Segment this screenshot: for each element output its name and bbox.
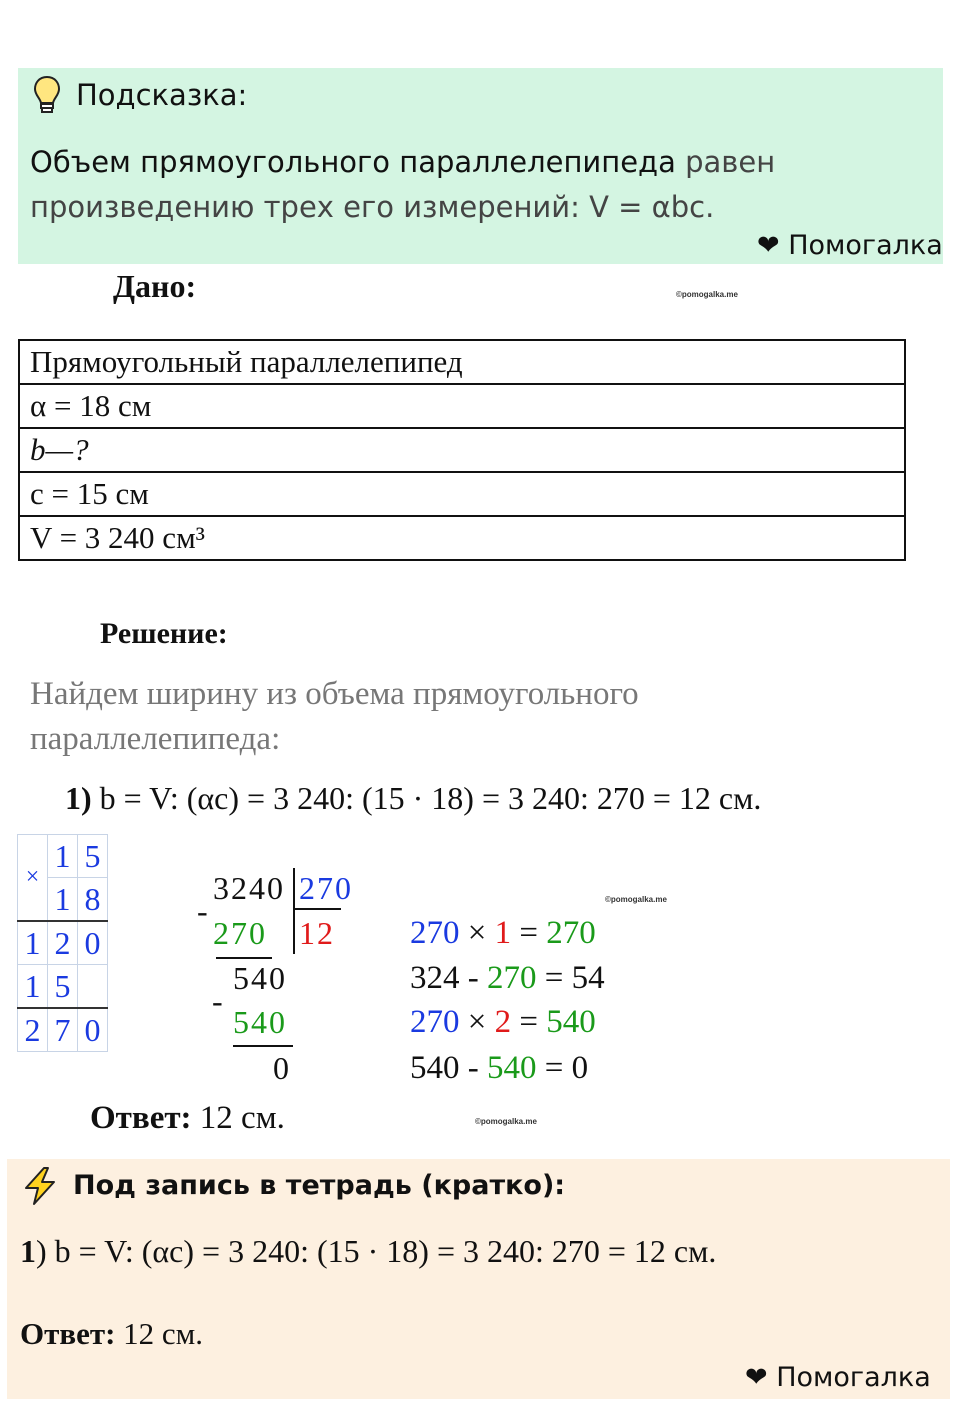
heart-icon: ❤ [745, 1362, 768, 1393]
mult-row [18, 921, 108, 965]
multiply-sign: × [18, 835, 48, 922]
hint-text-line2: произведению трех его измерений: V = αbc. [30, 190, 715, 224]
step-number: 1 [20, 1233, 36, 1269]
solution-intro-line1: Найдем ширину из объема прямоугольного [30, 676, 639, 712]
notebook-answer [20, 1316, 203, 1352]
remainder-final: 0 [273, 1050, 291, 1086]
hint-line1-rest: равен [675, 145, 776, 179]
given-cell: c = 15 см [19, 472, 905, 516]
mult-digit: 1 [18, 965, 48, 1009]
mult-digit: 1 [18, 921, 48, 965]
given-row [19, 516, 905, 560]
division-underline [233, 1045, 293, 1047]
answer-label: Ответ: [20, 1316, 116, 1351]
minus-sign: - [197, 893, 210, 929]
mult-digit: 5 [78, 835, 108, 878]
given-cell: Прямоугольный параллелепипед [19, 340, 905, 384]
watermark: ©pomogalka.me [676, 290, 738, 299]
watermark: ©pomogalka.me [475, 1117, 537, 1126]
mult-digit: 2 [48, 921, 78, 965]
lightbulb-icon [32, 75, 62, 115]
given-row [19, 428, 905, 472]
answer-label: Ответ: [90, 1100, 192, 1136]
mult-digit: 5 [48, 965, 78, 1009]
mult-digit: 1 [48, 878, 78, 922]
check-equation: 540 - 540 = 0 [410, 1050, 589, 1086]
answer-value: 12 см. [115, 1316, 204, 1351]
notebook-title: Под запись в тетрадь (кратко): [73, 1170, 566, 1201]
mult-digit: 0 [78, 921, 108, 965]
division-bar-horizontal [293, 908, 341, 910]
subtrahend-2: 540 [233, 1004, 287, 1040]
step-expression: ) b = V: (αc) = 3 240: (15 · 18) = 3 240: 270 = 12 см. [36, 1233, 717, 1269]
multiplication-grid [17, 834, 108, 1052]
hint-brand: ❤ Помогалка [757, 230, 943, 261]
division-bar-vertical [293, 868, 295, 954]
subtrahend-1: 270 [213, 915, 267, 951]
lightning-icon [20, 1166, 60, 1206]
answer [90, 1100, 285, 1137]
mult-row [18, 835, 108, 878]
mult-row [18, 1008, 108, 1052]
mult-digit: 2 [18, 1008, 48, 1052]
hint-title: Подсказка: [76, 78, 248, 112]
solution-intro-line2: параллелепипеда: [30, 721, 281, 757]
watermark: ©pomogalka.me [605, 895, 667, 904]
mult-digit: 7 [48, 1008, 78, 1052]
notebook-brand: ❤ Помогалка [745, 1362, 931, 1393]
step-number: 1) [65, 780, 92, 816]
mult-digit: 8 [78, 878, 108, 922]
check-equation: 324 - 270 = 54 [410, 960, 605, 996]
divisor: 270 [299, 870, 353, 906]
notebook-step-1 [20, 1233, 716, 1270]
check-equation: 270 × 1 = 270 [410, 915, 596, 951]
solution-step-1 [65, 780, 761, 817]
dividend: 3240 [213, 870, 285, 906]
given-cell: b—? [19, 428, 905, 472]
hint-text-line1 [30, 145, 775, 179]
answer-value: 12 см. [191, 1100, 285, 1136]
minus-sign: - [212, 983, 225, 1019]
given-row [19, 472, 905, 516]
given-cell: α = 18 см [19, 384, 905, 428]
division-underline [216, 957, 272, 959]
mult-digit: 0 [78, 1008, 108, 1052]
hint-bold-term: Объем прямоугольного параллелепипеда [30, 145, 676, 179]
mult-digit [78, 965, 108, 1009]
given-row [19, 384, 905, 428]
given-row [19, 340, 905, 384]
given-title: Дано: [113, 268, 197, 304]
mult-digit: 1 [48, 835, 78, 878]
given-table [18, 339, 906, 561]
remainder-1: 540 [233, 960, 287, 996]
quotient: 12 [299, 915, 335, 951]
step-expression: b = V: (αc) = 3 240: (15 · 18) = 3 240: 270 = 12 см. [91, 780, 762, 816]
solution-title: Решение: [100, 617, 228, 650]
heart-icon: ❤ [757, 230, 780, 261]
check-equation: 270 × 2 = 540 [410, 1004, 596, 1040]
given-cell: V = 3 240 см³ [19, 516, 905, 560]
mult-row [18, 965, 108, 1009]
